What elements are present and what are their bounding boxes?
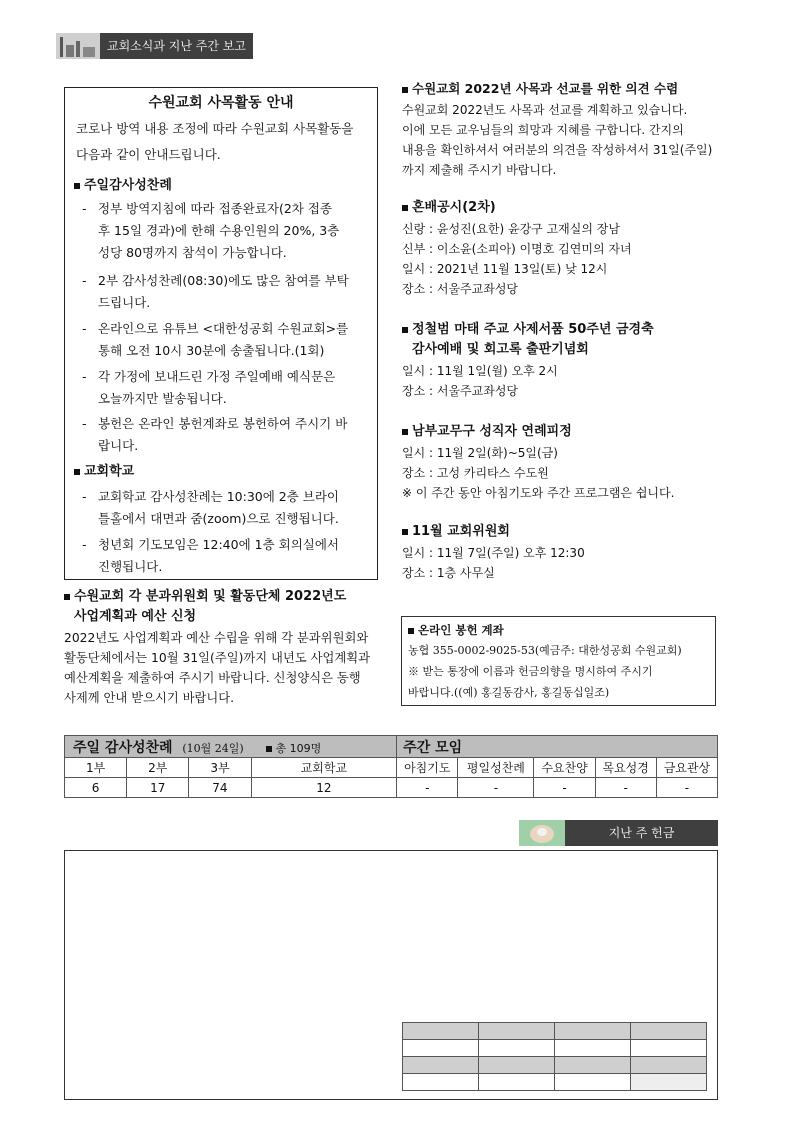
table-header-row: 1부 2부 3부 교회학교 아침기도 평일성찬례 수요찬양 목요성경 금요관상: [65, 758, 718, 778]
notice-item: - 2부 감사성찬례(08:30)에도 많은 참여를 부탁 드립니다.: [82, 273, 349, 310]
notice-item: - 봉헌은 온라인 봉헌계좌로 봉헌하여 주시기 바 랍니다.: [82, 416, 348, 453]
notice-section: 정철범 마태 주교 사제서품 50주년 금경축 감사예배 및 회고록 출판기념회 일시 : 11월 1일(월) 오후 2시 장소 : 서울주교좌성당: [402, 322, 654, 398]
section-heading: 주일감사성찬례: [74, 175, 172, 197]
square-bullet-icon: [402, 327, 408, 333]
notice-intro: [76, 118, 372, 166]
offering-hands-image: [519, 820, 565, 846]
notice-intro-line: 다음과 같이 안내드립니다.: [76, 147, 221, 162]
notice-section: 남부교무구 성직자 연례피정 일시 : 11월 2일(화)~5일(금) 장소 : 고성 카리타스 수도원 ※ 이 주간 동안 아침기도와 주간 프로그램은 쉽니다.: [402, 424, 675, 500]
notice-item: - 온라인으로 유튜브 <대한성공회 수원교회>를 통해 오전 10시 30분에 송출됩니다.(1회): [82, 321, 349, 358]
notice-item: - 정부 방역지침에 따라 접종완료자(2차 접종 후 15일 경과)에 한해 수용인원의 20%, 3층 성당 80명까지 참석이 가능합니다.: [82, 201, 340, 260]
weekly-meeting-title: 주간 모임: [397, 736, 718, 758]
square-bullet-icon: [74, 183, 80, 189]
plan-heading: 수원교회 각 분과위원회 및 활동단체 2022년도 사업계획과 예산 신청: [64, 586, 384, 628]
account-box: 온라인 봉헌 계좌 농협 355-0002-9025-53(예금주: 대한성공회 수원교회) ※ 받는 통장에 이름과 헌금의향을 명시하여 주시기 바랍니다.((예) 홍길동감사, 홍길동십일조): [401, 616, 716, 706]
table-row: 6 17 74 12 - - - - -: [65, 778, 718, 798]
square-bullet-icon: [64, 594, 70, 600]
square-bullet-icon: [402, 87, 408, 93]
square-bullet-icon: [266, 746, 272, 752]
square-bullet-icon: [402, 205, 408, 211]
church-logo-image: [56, 33, 100, 59]
notice-item: - 교회학교 감사성찬례는 10:30에 2층 브라이 틀홀에서 대면과 줌(zoom)으로 진행됩니다.: [82, 489, 339, 526]
square-bullet-icon: [408, 628, 414, 634]
square-bullet-icon: [402, 529, 408, 535]
notice-title: 수원교회 사목활동 안내: [148, 95, 294, 111]
notice-item: - 각 가정에 보내드린 가정 주일예배 예식문은 오늘까지만 발송됩니다.: [82, 369, 336, 406]
offering-title: 지난 주 헌금: [565, 820, 718, 846]
notice-section: 수원교회 2022년 사목과 선교를 위한 의견 수렴 수원교회 2022년도 사목과 선교를 계획하고 있습니다. 이에 모든 교우님들의 희망과 지혜를 구합니다. 간지의 내용을 확인하셔서 여러분의 의견을 작성하셔서 31일(주일) 까지 제출해 주시기 바랍니다.: [402, 81, 713, 177]
right-column: [402, 78, 722, 583]
attendance-title: 주일 감사성찬례 (10월 24일) 총 109명: [65, 736, 397, 758]
attendance-table: [64, 735, 718, 798]
section-heading: 교회학교: [74, 461, 134, 483]
plan-body: 2022년도 사업계획과 예산 수립을 위해 각 분과위원회와 활동단체에서는 10월 31일(주일)까지 내년도 사업계획과 예산계획을 제출하여 주시기 바랍니다. 신청양식은 동행 사제께 안내 받으시기 바랍니다.: [64, 631, 370, 705]
square-bullet-icon: [74, 469, 80, 475]
header-title: 교회소식과 지난 주간 보고: [100, 33, 253, 59]
notice-item: - 청년회 기도모임은 12:40에 1층 회의실에서 진행됩니다.: [82, 537, 339, 574]
square-bullet-icon: [402, 429, 408, 435]
notice-intro-line: 코로나 방역 내용 조정에 따라 수원교회 사목활동을: [76, 121, 354, 136]
notice-section: 혼배공시(2차) 신랑 : 윤성진(요한) 윤강구 고재실의 장남 신부 : 이소윤(소피아) 이명호 김연미의 자녀 일시 : 2021년 11월 13일(토) 낮 12시 장소 : 서울주교좌성당: [402, 200, 632, 296]
notice-section: 11월 교회위원회 일시 : 11월 7일(주일) 오후 12:30 장소 : 1층 사무실: [402, 524, 585, 580]
offering-table: [402, 1022, 707, 1091]
